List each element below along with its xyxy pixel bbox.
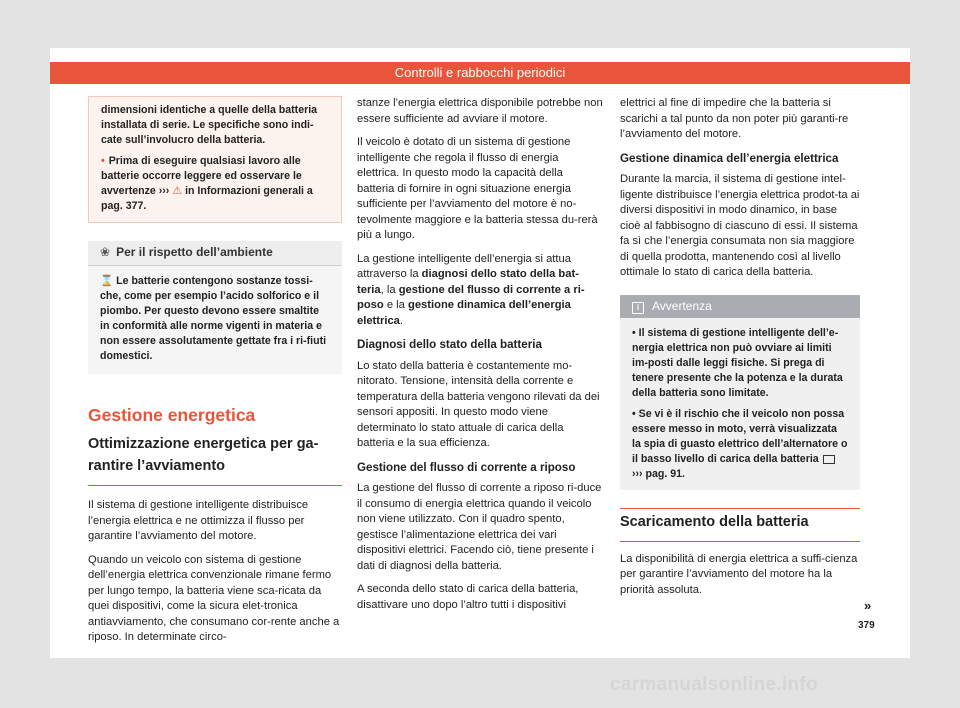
bullet: • (632, 408, 639, 420)
avvertenza-text: Il sistema di gestione intelligente dell’e-nergia elettrica non può ovviare ai limiti im-posti dalle leggi fisiche. Si prega di tenere presente che la potenza e la durata della batteria sono limitate. (632, 327, 843, 399)
info-icon: i (632, 302, 644, 314)
continue-chevron: » (864, 598, 872, 613)
bullet: • (632, 327, 639, 339)
text-run-bold: diagnosi dello stato della bat-teria (357, 268, 579, 296)
text-run-bold: gestione dinamica dell’energia elettrica (357, 299, 571, 327)
paragraph: Durante la marcia, il sistema di gestione intel-ligente distribuisce l’energia elettrica prodot-ta ai diversi dispositivi in modo dinamico, in base cioè al fabbisogno di ciascuno di essi. Il sistema fa sì che l’energia consumata non sia maggiore di quella prodotta, mantenendo così al livello ottimale lo stato di carica della batteria. (620, 173, 860, 278)
paragraph: stanze l’energia elettrica disponibile potrebbe non essere sufficiente ad avviare il motore. (357, 97, 603, 125)
avvertenza-title: Avvertenza (652, 298, 712, 313)
leaf-icon: ❀ (100, 245, 111, 259)
environment-body (88, 266, 342, 374)
paragraph: elettrici al fine di impedire che la batteria si scarichi a tal punto da non poter più garanti-re l’avviamento del motore. (620, 97, 849, 140)
text-run-bold: gestione del flusso di corrente a ri-poso (357, 283, 585, 311)
paragraph: Lo stato della batteria è costantemente mo-nitorato. Tensione, intensità della corrente e temperatura della batteria vengono rilevati da dei sensori appositi. In questo modo viene determinato lo stato attuale di carica della batteria e la sua efficienza. (357, 359, 600, 449)
environment-title: Per il rispetto dell’ambiente (116, 245, 273, 259)
paragraph (357, 252, 603, 330)
warning-ref: in Informazioni generali a pag. 377. (101, 185, 313, 212)
warning-text: dimensioni identiche a quelle della batteria installata di serie. Le specifiche sono indi-cate sull’involucro della batteria. (101, 104, 318, 146)
recycle-icon: ⌛ (100, 274, 114, 287)
paragraph: Quando un veicolo con sistema di gestione dell’energia elettrica convenzionale rimane fermo per lungo tempo, la batteria viene sca-ricata da quei dispositivi, come la sicura elet-tronica antiavviamento, che consumano cor-rente anche a riposo. In determinate circo- (88, 553, 340, 643)
heading-flusso: Gestione del flusso di corrente a riposo (357, 460, 576, 474)
paragraph: A seconda dello stato di carica della batteria, disattivare uno dopo l’altro tutti i dispositivi (357, 583, 579, 611)
text-run: , la (380, 283, 396, 296)
environment-header (88, 241, 342, 266)
column-3 (620, 96, 860, 606)
environment-box (88, 241, 342, 374)
sub-title: Ottimizzazione energetica per ga-rantire l’avviamento (88, 433, 342, 486)
paragraph: La gestione del flusso di corrente a riposo ri-duce il consumo di energia elettrica quando il veicolo non viene utilizzato. Con il quadro spento, gestisce l’alimentazione elettrica dei vari dispositivi elettrici. Facendo ciò, tiene presente i dati di diagnosi della batteria. (357, 482, 602, 572)
avvertenza-header (620, 295, 860, 319)
section-title: Gestione energetica (88, 404, 256, 425)
warning-triangle-icon: ⚠ (172, 185, 183, 197)
warning-bullet-text: Prima di eseguire qualsiasi lavoro alle batterie occorre leggere ed osservare le avvertenze ››› (101, 155, 302, 197)
text-run: e la (386, 299, 405, 311)
heading-diagnosi: Diagnosi dello stato della batteria (357, 338, 542, 351)
column-2 (357, 96, 603, 621)
bullet: • (101, 155, 105, 167)
paragraph: Il sistema di gestione intelligente distribuisce l’energia elettrica e ne ottimizza il flusso per garantire l’avviamento del motore. (88, 499, 309, 542)
avvertenza-body (620, 318, 860, 490)
page-number: 379 (858, 620, 875, 631)
text-run: La gestione intelligente dell’energia si attua attraverso la (357, 252, 571, 280)
column-1 (88, 96, 342, 654)
paragraph: Il veicolo è dotato di un sistema di gestione intelligente che regola il flusso di energia elettrica. In questo modo la capacità della batteria di fornire in ogni situazione energia sufficiente per l’avviamento del motore è no-tevolmente maggiore e la batteria stessa du-rerà più a lungo. (357, 136, 598, 241)
page-reference: ››› pag. 91. (632, 468, 685, 480)
paragraph: La disponibilità di energia elettrica a suffi-cienza per garantire l’avviamento del motore ha la priorità assoluta. (620, 552, 858, 596)
text-run: . (399, 314, 404, 327)
avvertenza-box (620, 295, 860, 491)
environment-text: Le batterie contengono sostanze tossi-che, come per esempio l’acido solforico e il piombo. Per questo devono essere smaltite in conformità alle norme vigenti in materia e non essere assolutamente gettate fra i ri-fiuti domestici. (100, 274, 327, 362)
page-header: Controlli e rabbocchi periodici (50, 62, 910, 84)
scaricamento-title: Scaricamento della batteria (620, 508, 860, 542)
heading-dinamica: Gestione dinamica dell’energia elettrica (620, 151, 839, 165)
watermark: carmanualsonline.info (610, 674, 818, 695)
battery-icon (823, 455, 835, 464)
warning-box-continued (88, 96, 342, 223)
avvertenza-text: Se vi è il rischio che il veicolo non possa essere messo in moto, verrà visualizzata la spia di guasto elettrico dell’alternatore o il basso livello di carica della batteria (632, 408, 848, 465)
